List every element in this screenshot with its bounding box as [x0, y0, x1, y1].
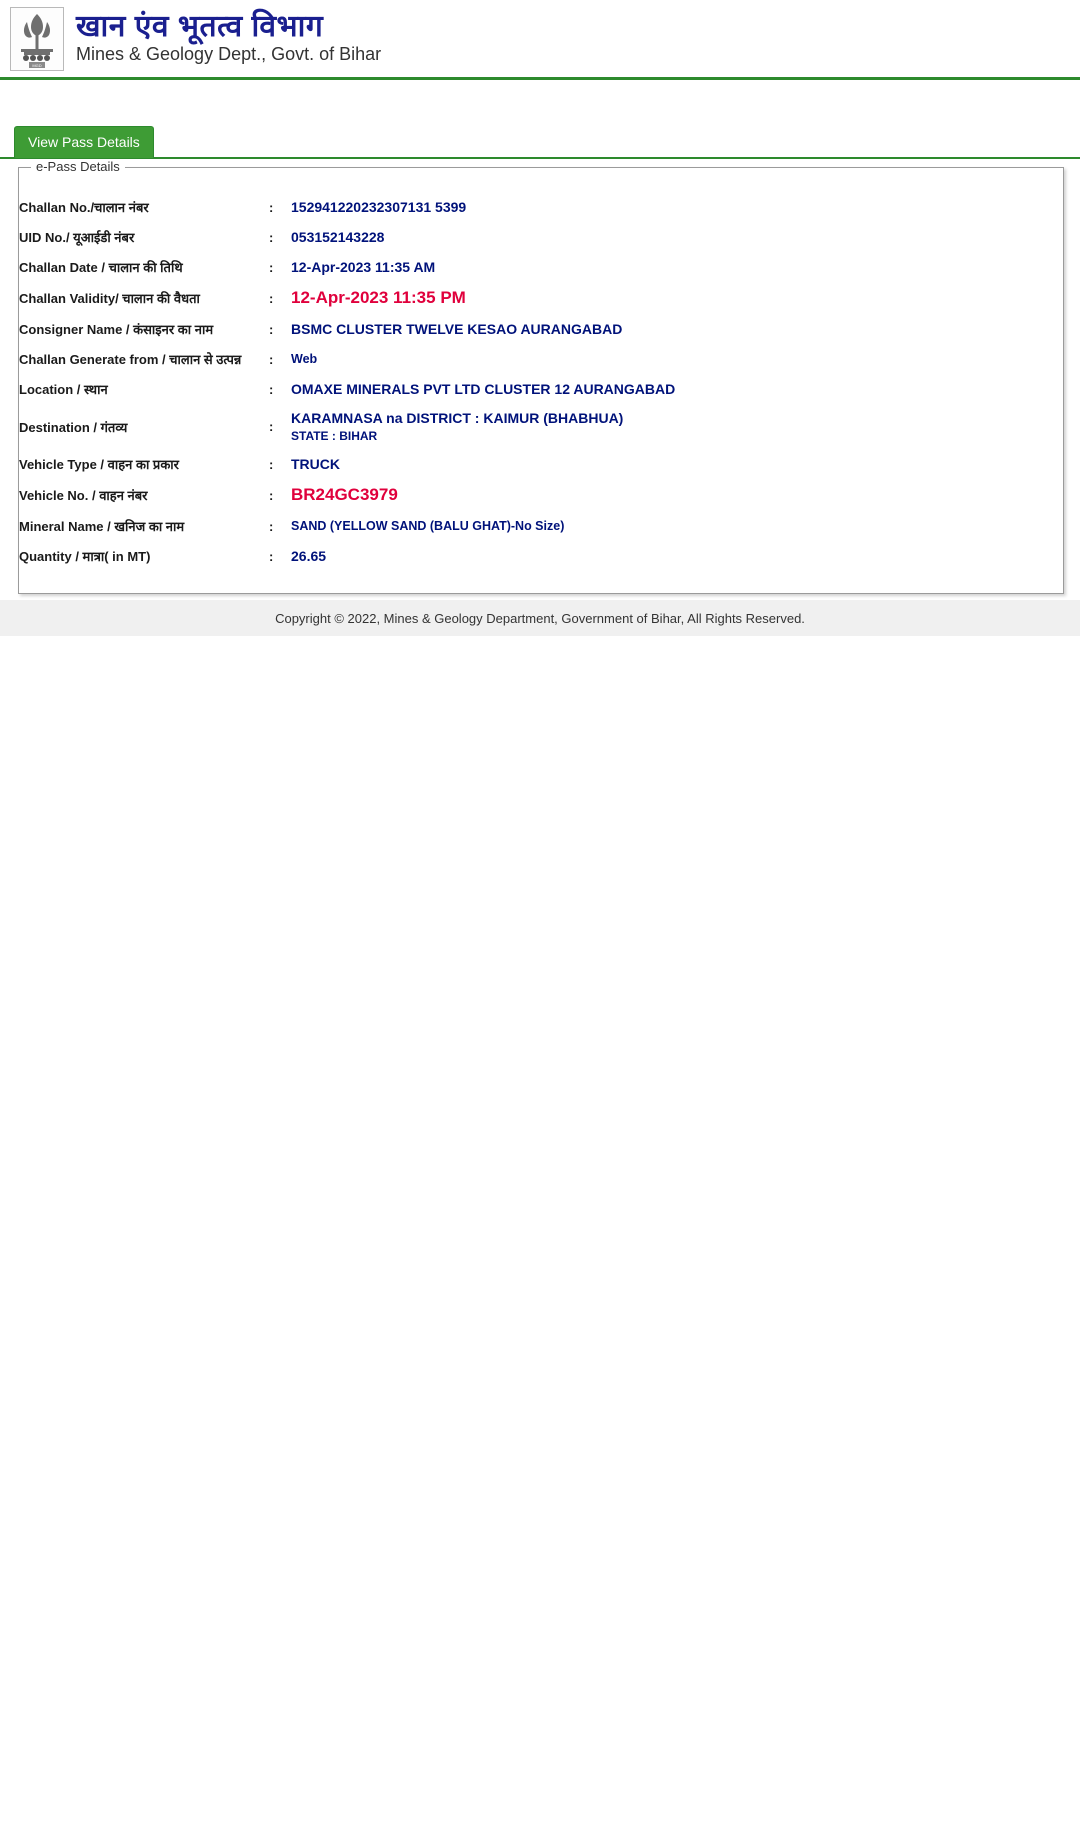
row-value-vehicle-type: TRUCK — [291, 456, 340, 472]
epass-details-panel — [18, 159, 1064, 594]
row-label-challan-no: Challan No./चालान नंबर — [19, 200, 149, 215]
row-colon: : — [269, 381, 274, 397]
table-row — [19, 404, 1063, 449]
row-value-challan-generate-from: Web — [291, 352, 318, 366]
table-row — [19, 541, 1063, 571]
row-colon: : — [269, 548, 274, 564]
row-value-challan-validity: 12-Apr-2023 11:35 PM — [291, 288, 466, 307]
header-title-block — [76, 11, 381, 66]
table-row — [19, 192, 1063, 222]
row-colon: : — [269, 290, 274, 306]
destination-line1: KARAMNASA na DISTRICT : KAIMUR (BHABHUA) — [291, 410, 624, 426]
row-label-vehicle-type: Vehicle Type / वाहन का प्रकार — [19, 457, 179, 472]
row-colon: : — [269, 321, 274, 337]
row-value-destination — [291, 404, 1063, 449]
row-value-mineral-name: SAND (YELLOW SAND (BALU GHAT)-No Size) — [291, 519, 565, 533]
row-value-vehicle-no: BR24GC3979 — [291, 485, 398, 504]
tab-view-pass-details[interactable]: View Pass Details — [14, 126, 154, 158]
row-label-location: Location / स्थान — [19, 382, 108, 397]
row-label-destination: Destination / गंतव्य — [19, 419, 128, 435]
destination-line2: STATE : BIHAR — [291, 429, 378, 443]
tab-strip — [0, 126, 1080, 159]
footer — [0, 600, 1080, 636]
row-label-challan-date: Challan Date / चालान की तिथि — [19, 260, 183, 275]
table-row — [19, 374, 1063, 404]
panel-legend: e-Pass Details — [31, 159, 125, 174]
table-row — [19, 511, 1063, 541]
table-row — [19, 222, 1063, 252]
row-value-consigner-name: BSMC CLUSTER TWELVE KESAO AURANGABAD — [291, 321, 623, 337]
row-value-quantity: 26.65 — [291, 548, 327, 564]
svg-text:MGD: MGD — [32, 62, 42, 68]
site-header — [0, 0, 1080, 80]
table-row — [19, 252, 1063, 282]
row-colon: : — [269, 199, 274, 215]
row-value-uid-no: 053152143228 — [291, 229, 385, 245]
copyright-text: Copyright © 2022, Mines & Geology Department, Government of Bihar, All Rights Reserved. — [275, 610, 805, 626]
site-title-hindi: खान एंव भूतत्व विभाग — [76, 9, 324, 43]
table-row — [19, 314, 1063, 344]
row-label-challan-generate-from: Challan Generate from / चालान से उत्पन्न — [19, 352, 242, 367]
table-row — [19, 479, 1063, 511]
row-label-quantity: Quantity / मात्रा( in MT) — [19, 549, 151, 564]
bihar-emblem-icon — [10, 7, 64, 71]
row-colon: : — [269, 487, 274, 503]
site-title-english: Mines & Geology Dept., Govt. of Bihar — [76, 44, 382, 65]
row-value-location: OMAXE MINERALS PVT LTD CLUSTER 12 AURANGABAD — [291, 381, 676, 397]
page-blank-area — [0, 636, 1080, 1736]
row-colon: : — [269, 456, 274, 472]
table-row — [19, 282, 1063, 314]
row-label-vehicle-no: Vehicle No. / वाहन नंबर — [19, 488, 148, 503]
row-label-consigner-name: Consigner Name / कंसाइनर का नाम — [19, 322, 214, 337]
row-value-challan-no: 152941220232307131 5399 — [291, 199, 467, 215]
row-value-challan-date: 12-Apr-2023 11:35 AM — [291, 259, 436, 275]
row-colon: : — [269, 351, 274, 367]
row-colon: : — [269, 518, 274, 534]
row-label-uid-no: UID No./ यूआईडी नंबर — [19, 230, 135, 245]
table-row — [19, 449, 1063, 479]
table-row — [19, 344, 1063, 374]
row-label-mineral-name: Mineral Name / खनिज का नाम — [19, 519, 185, 534]
header-spacer — [0, 80, 1080, 126]
row-colon: : — [269, 259, 274, 275]
epass-details-table — [19, 192, 1063, 571]
row-colon: : — [269, 229, 274, 245]
row-label-challan-validity: Challan Validity/ चालान की वैधता — [19, 291, 200, 306]
row-colon: : — [269, 419, 274, 434]
